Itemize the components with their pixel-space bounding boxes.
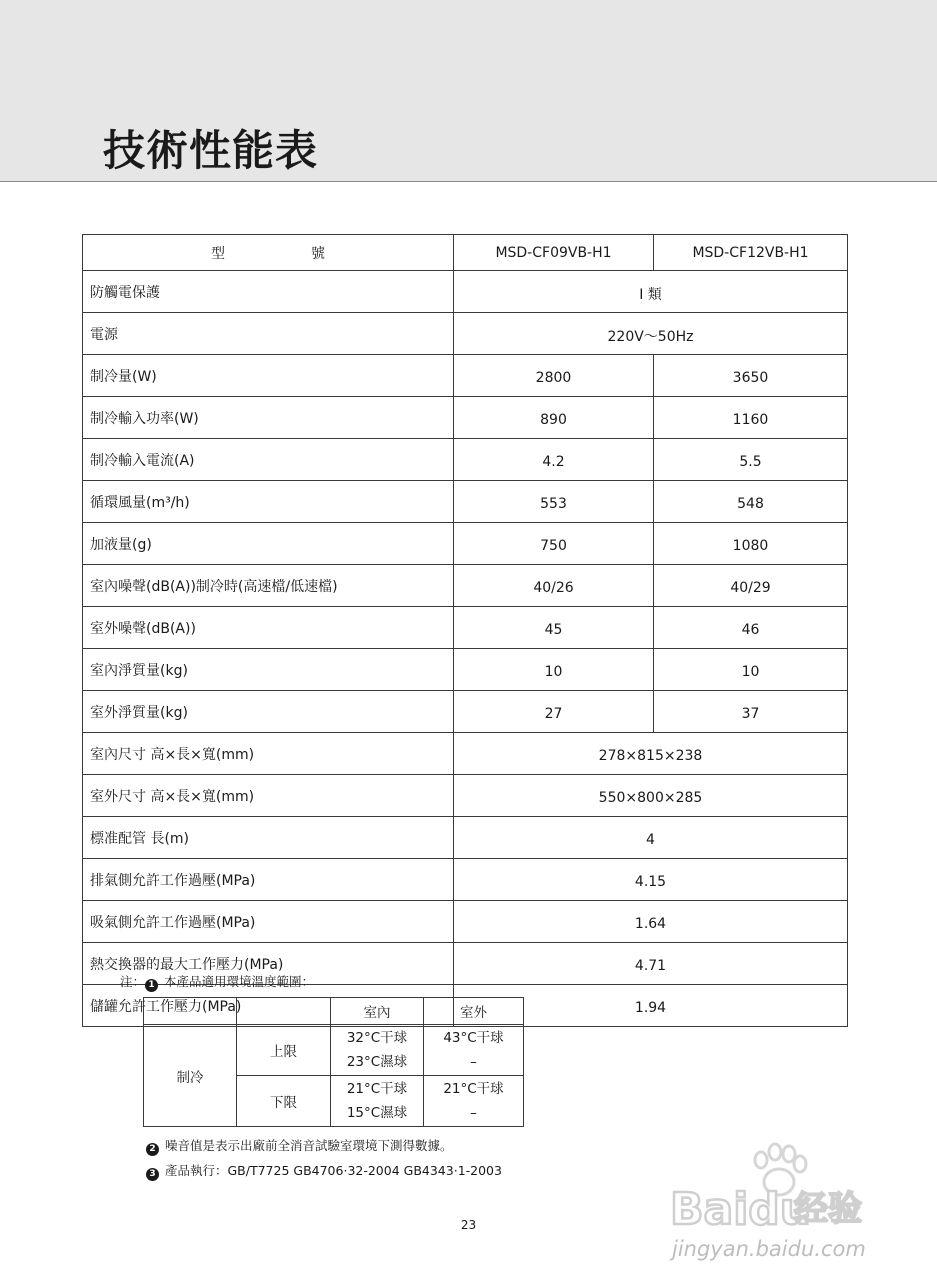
spec-row [83,439,848,481]
temp-empty-cell [144,998,237,1025]
temp-upper-row [144,1025,524,1076]
temp-upper-outdoor-wet: – [470,1054,477,1070]
spec-row-label: 熱交換器的最大工作壓力(MPa) [83,943,454,985]
model-header-char-1: 型 [211,245,225,262]
note-prefix: 注： [120,974,146,989]
temp-empty-cell [237,998,331,1025]
spec-row-value-model-2: 548 [654,481,848,523]
spec-row-value-model-1: 890 [454,397,654,439]
temp-lower-label: 下限 [237,1076,331,1127]
temp-lower-indoor-wet: 15°C濕球 [346,1105,408,1121]
temp-upper-indoor-dry: 32°C干球 [346,1030,408,1046]
spec-row [83,649,848,691]
spec-row-value-merged: 550×800×285 [454,775,848,817]
spec-row [83,397,848,439]
spec-row-value-merged: 1.64 [454,901,848,943]
spec-row [83,733,848,775]
note-2-text: 噪音值是表示出廠前全消音試驗室環境下測得數據。 [165,1138,453,1153]
temp-col-outdoor: 室外 [424,998,524,1025]
spec-row-value-model-1: 40/26 [454,565,654,607]
spec-row [83,565,848,607]
spec-row-value-merged: 278×815×238 [454,733,848,775]
spec-row [83,775,848,817]
spec-row-value-merged: 4.15 [454,859,848,901]
page-title: 技術性能表 [103,126,319,175]
spec-row-value-model-2: 40/29 [654,565,848,607]
temperature-range-table [143,997,524,1127]
note-2 [146,1136,453,1156]
note-1-text: 本產品適用環境溫度範圍： [164,974,315,989]
spec-row-label: 制冷輸入功率(W) [83,397,454,439]
temp-upper-label: 上限 [237,1025,331,1076]
spec-row-label: 室外尺寸 高×長×寬(mm) [83,775,454,817]
spec-row [83,607,848,649]
spec-row-label: 室內淨質量(kg) [83,649,454,691]
temp-lower-outdoor-dry: 21°C干球 [443,1081,504,1097]
temp-row-group-cooling: 制冷 [144,1025,237,1127]
spec-row-label: 室內噪聲(dB(A))制冷時(高速檔/低速檔) [83,565,454,607]
spec-row-value-model-2: 37 [654,691,848,733]
watermark-brand-latin: Baidu [670,1184,812,1235]
spec-row-value-model-2: 46 [654,607,848,649]
temp-lower-outdoor [424,1076,524,1127]
spec-row [83,691,848,733]
spec-row [83,481,848,523]
temp-lower-outdoor-wet: – [470,1105,477,1121]
spec-row-value-model-2: 1160 [654,397,848,439]
spec-row-value-merged: 1.94 [454,985,848,1027]
spec-row-value-merged: 4.71 [454,943,848,985]
spec-row-label: 制冷輸入電流(A) [83,439,454,481]
spec-row-value-model-2: 1080 [654,523,848,565]
spec-row-label: 室內尺寸 高×長×寬(mm) [83,733,454,775]
spec-row-value-model-1: 4.2 [454,439,654,481]
spec-row [83,817,848,859]
spec-row [83,271,848,313]
spec-row [83,901,848,943]
temp-lower-indoor-dry: 21°C干球 [346,1081,408,1097]
spec-row-value-merged: 220V～50Hz [454,313,848,355]
spec-row-label: 制冷量(W) [83,355,454,397]
spec-row [83,355,848,397]
spec-row-label: 加液量(g) [83,523,454,565]
spec-row-value-model-1: 45 [454,607,654,649]
spec-row-label: 循環風量(m³/h) [83,481,454,523]
page-number: 23 [460,1218,477,1232]
temp-upper-indoor [331,1025,424,1076]
temp-upper-outdoor-dry: 43°C干球 [443,1030,504,1046]
spec-row-label: 室外噪聲(dB(A)) [83,607,454,649]
spec-row-label: 防觸電保護 [83,271,454,313]
spec-row-label: 排氣側允許工作過壓(MPa) [83,859,454,901]
temp-header-row [144,998,524,1025]
bullet-2-icon: 2 [146,1143,159,1156]
spec-row-value-model-1: 553 [454,481,654,523]
bullet-1-icon: 1 [145,979,158,992]
spec-row-value-model-1: 10 [454,649,654,691]
note-1 [120,972,314,992]
spec-row-value-merged: I 類 [454,271,848,313]
note-3 [146,1161,502,1181]
watermark-url: jingyan.baidu.com [672,1237,866,1261]
model-name-1: MSD-CF09VB-H1 [454,235,654,271]
baidu-watermark [662,1140,892,1270]
spec-row-value-model-1: 2800 [454,355,654,397]
spec-row [83,313,848,355]
model-header-label [83,235,454,271]
spec-row-value-model-2: 10 [654,649,848,691]
temp-upper-outdoor [424,1025,524,1076]
watermark-brand-cn: 经验 [794,1189,862,1229]
spec-row-label: 標准配管 長(m) [83,817,454,859]
spec-row [83,859,848,901]
bullet-3-icon: 3 [146,1168,159,1181]
spec-header-row [83,235,848,271]
spec-row-value-model-2: 3650 [654,355,848,397]
spec-row-value-model-2: 5.5 [654,439,848,481]
spec-table [82,234,848,1027]
spec-row-label: 電源 [83,313,454,355]
note-3-text: 產品執行：GB/T7725 GB4706·32-2004 GB4343·1-2003 [165,1163,502,1178]
spec-row-label: 儲罐允許工作壓力(MPa) [83,985,454,1027]
model-name-2: MSD-CF12VB-H1 [654,235,848,271]
spec-row [83,523,848,565]
spec-row-label: 吸氣側允許工作過壓(MPa) [83,901,454,943]
temp-upper-indoor-wet: 23°C濕球 [346,1054,408,1070]
temp-col-indoor: 室內 [331,998,424,1025]
spec-row-value-merged: 4 [454,817,848,859]
spec-row-value-model-1: 27 [454,691,654,733]
spec-row-value-model-1: 750 [454,523,654,565]
spec-row-label: 室外淨質量(kg) [83,691,454,733]
temp-lower-indoor [331,1076,424,1127]
model-header-char-2: 號 [311,245,325,262]
